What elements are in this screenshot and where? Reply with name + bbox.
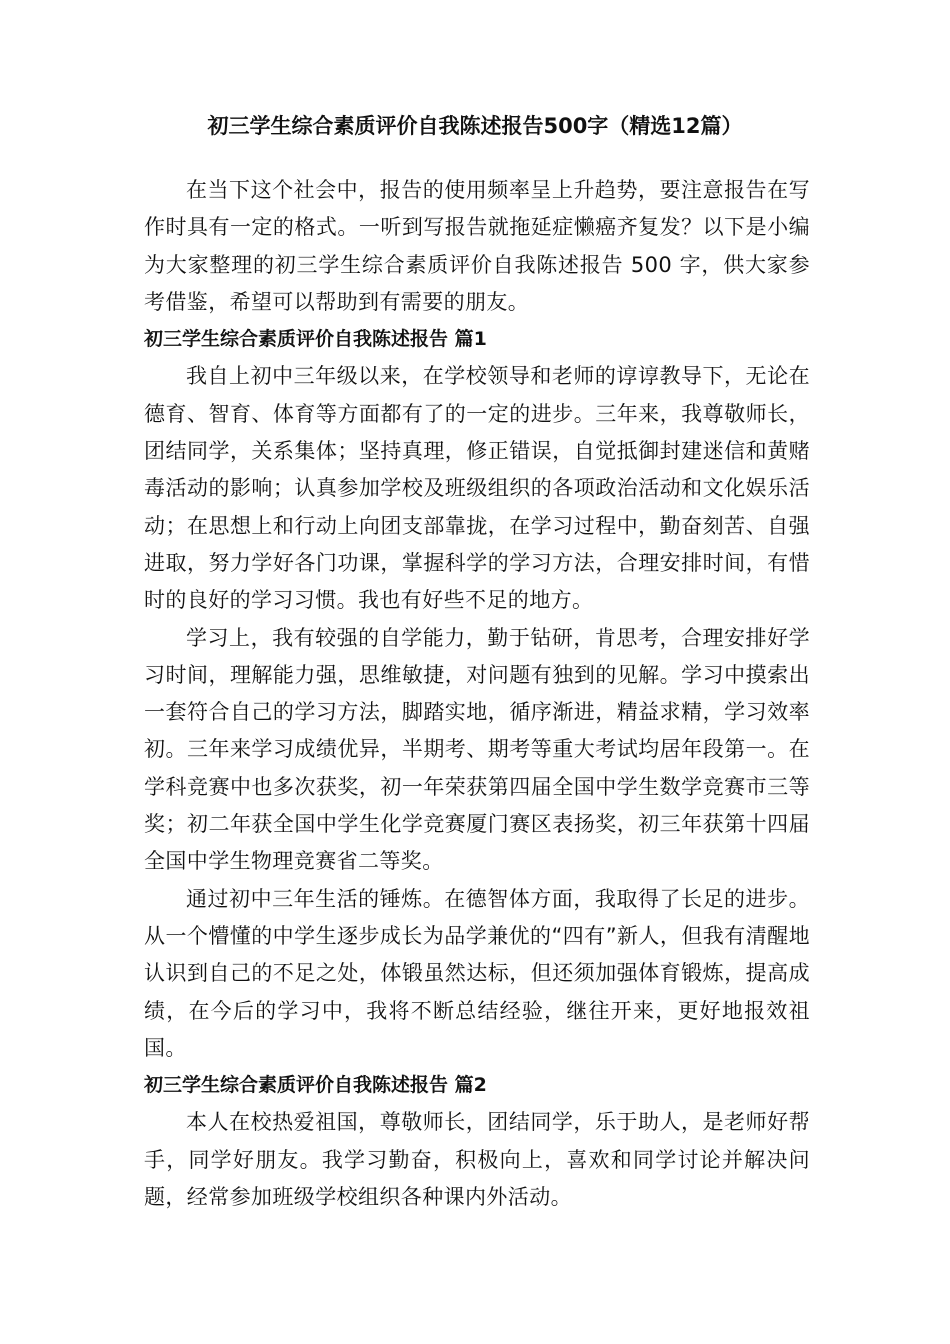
section-heading: 初三学生综合素质评价自我陈述报告 篇2 bbox=[144, 1074, 487, 1097]
section-1 bbox=[144, 321, 810, 1067]
body-paragraph: 我自上初中三年级以来，在学校领导和老师的谆谆教导下，无论在德育、智育、体育等方面都有了的一定的进步。三年来，我尊敬师长，团结同学，关系集体；坚持真理，修正错误，自觉抵御封建迷信和黄赌毒活动的影响；认真参加学校及班级组织的各项政治活动和文化娱乐活动；在思想上和行动上向团支部靠拢，在学习过程中，勤奋刻苦、自强进取，努力学好各门功课，掌握科学的学习方法，合理安排时间，有惜时的良好的学习习惯。我也有好些不足的地方。 bbox=[144, 364, 810, 613]
intro-paragraph: 在当下这个社会中，报告的使用频率呈上升趋势，要注意报告在写作时具有一定的格式。一听到写报告就拖延症懒癌齐复发？以下是小编为大家整理的初三学生综合素质评价自我陈述报告 500 字，供大家参考借鉴，希望可以帮助到有需要的朋友。 bbox=[144, 178, 810, 314]
section-heading: 初三学生综合素质评价自我陈述报告 篇1 bbox=[144, 328, 487, 351]
body-paragraph: 本人在校热爱祖国，尊敬师长，团结同学，乐于助人，是老师好帮手，同学好朋友。我学习勤奋，积极向上，喜欢和同学讨论并解决问题，经常参加班级学校组织各种课内外活动。 bbox=[144, 1110, 810, 1210]
document-body bbox=[144, 172, 810, 1216]
body-paragraph: 学习上，我有较强的自学能力，勤于钻研，肯思考，合理安排好学习时间，理解能力强，思维敏捷，对问题有独到的见解。学习中摸索出一套符合自己的学习方法，脚踏实地，循序渐进，精益求精，学习效率初。三年来学习成绩优异，半期考、期考等重大考试均居年段第一。在学科竞赛中也多次获奖，初一年荣获第四届全国中学生数学竞赛市三等奖；初二年获全国中学生化学竞赛厦门赛区表扬奖，初三年获第十四届全国中学生物理竞赛省二等奖。 bbox=[144, 625, 810, 874]
body-paragraph: 通过初中三年生活的锤炼。在德智体方面，我取得了长足的进步。从一个懵懂的中学生逐步成长为品学兼优的“四有”新人，但我有清醒地认识到自己的不足之处，体锻虽然达标，但还须加强体育锻炼，提高成绩，在今后的学习中，我将不断总结经验，继往开来，更好地报效祖国。 bbox=[144, 886, 810, 1060]
document-title: 初三学生综合素质评价自我陈述报告500字（精选12篇） bbox=[207, 114, 743, 138]
section-2 bbox=[144, 1067, 810, 1216]
